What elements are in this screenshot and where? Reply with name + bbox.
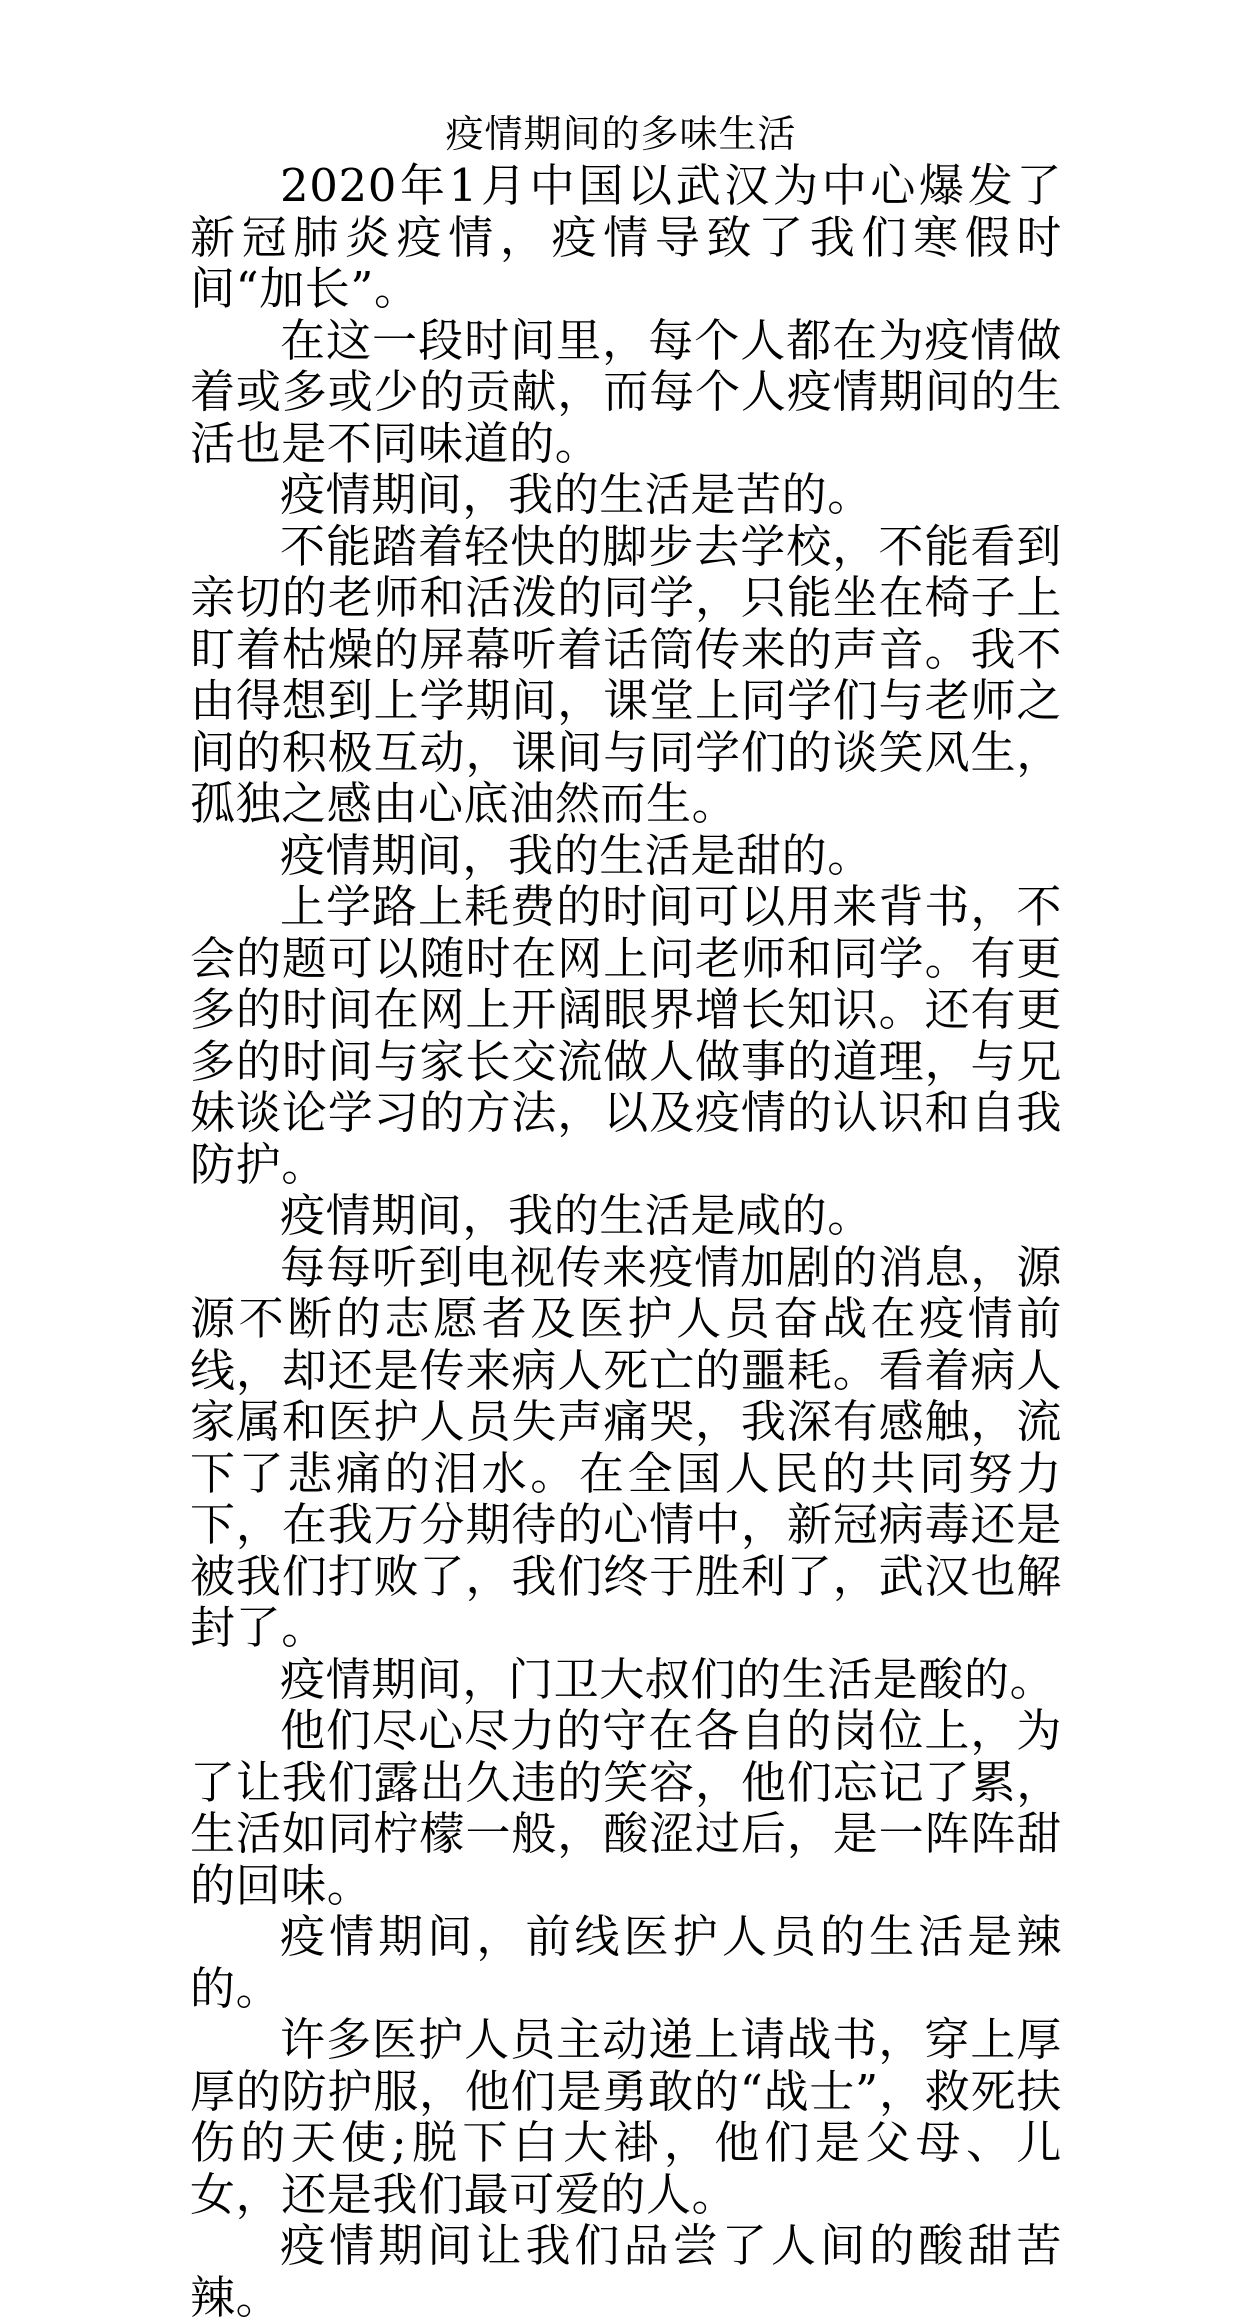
paragraph-1: 2020年1月中国以武汉为中心爆发了新冠肺炎疫情，疫情导致了我们寒假时间“加长”。 [190,159,1062,315]
paragraph-7-salty-heading: 疫情期间，我的生活是咸的。 [280,1189,873,1242]
paragraph-9-sour-heading: 疫情期间，门卫大叔们的生活是酸的。 [280,1652,1056,1706]
paragraph-3-bitter-heading: 疫情期间，我的生活是苦的。 [280,468,873,521]
paragraph-11-spicy-heading: 疫情期间，前线医护人员的生活是辣的。 [190,1910,1062,2015]
paragraph-10: 他们尽心尽力的守在各自的岗位上，为了让我们露出久违的笑容，他们忘记了累，生活如同柠檬一般，酸涩过后，是一阵阵甜的回味。 [190,1704,1062,1912]
paragraph-12: 许多医护人员主动递上请战书，穿上厚厚的防护服，他们是勇敢的“战士”，救死扶伤的天使;脱下白大褂，他们是父母、儿女，还是我们最可爱的人。 [190,2013,1062,2221]
essay-body [190,160,1062,2323]
paragraph-8: 每每听到电视传来疫情加剧的消息，源源不断的志愿者及医护人员奋战在疫情前线，却还是传来病人死亡的噩耗。看着病人家属和医护人员失声痛哭，我深有感触，流下了悲痛的泪水。在全国人民的共同努力下，在我万分期待的心情中，新冠病毒还是被我们打败了，我们终于胜利了，武汉也解封了。 [190,1240,1062,1654]
paragraph-2: 在这一段时间里，每个人都在为疫情做着或多或少的贡献，而每个人疫情期间的生活也是不同味道的。 [190,313,1062,470]
essay-title: 疫情期间的多味生活 [445,112,797,156]
paragraph-5-sweet-heading: 疫情期间，我的生活是甜的。 [280,828,873,882]
paragraph-6: 上学路上耗费的时间可以用来背书，不会的题可以随时在网上问老师和同学。有更多的时间在网上开阔眼界增长知识。还有更多的时间与家长交流做人做事的道理，与兄妹谈论学习的方法，以及疫情的认识和自我防护。 [190,880,1062,1191]
paragraph-4: 不能踏着轻快的脚步去学校，不能看到亲切的老师和活泼的同学，只能坐在椅子上盯着枯燥的屏幕听着话筒传来的声音。我不由得想到上学期间，课堂上同学们与老师之间的积极互动，课间与同学们的谈笑风生，孤独之感由心底油然而生。 [190,519,1062,830]
paragraph-13-conclusion: 疫情期间让我们品尝了人间的酸甜苦辣。 [190,2219,1062,2324]
